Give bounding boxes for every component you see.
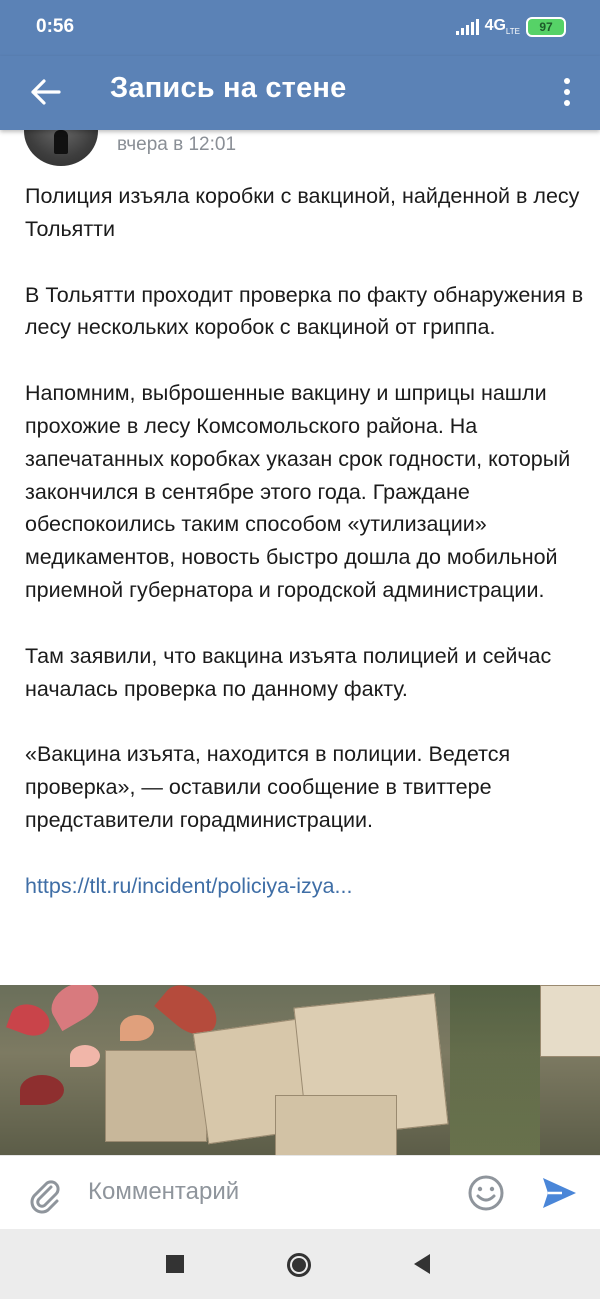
post-time: вчера в 12:01 (117, 134, 237, 155)
comment-input[interactable]: Комментарий (88, 1178, 240, 1205)
smiley-icon[interactable] (466, 1173, 506, 1213)
app-bar (0, 56, 600, 130)
post-paragraph: В Тольятти проходит проверка по факту обнаружения в лесу нескольких коробок с вакциной от гриппа. (25, 282, 584, 340)
recents-square-icon[interactable] (166, 1255, 184, 1273)
post-link[interactable]: https://tlt.ru/incident/policiya-izya... (25, 873, 353, 898)
post-paragraph: Напомним, выброшенные вакцину и шприцы нашли прохожие в лесу Комсомольского района. На запечатанных коробках указан срок годности, который закончился в сентябре этого года. Граждане обеспокоились таким способом «утилизации» медикаментов, новость быстро дошла до мобильной приемной губернатора и городской администрации. (25, 381, 571, 602)
battery-level: 97 (539, 20, 553, 34)
battery-icon (526, 17, 566, 37)
send-icon[interactable] (540, 1174, 578, 1212)
network-type: $4G_{LTE}$ (484, 17, 520, 37)
status-time: 0:56 (36, 16, 75, 37)
system-nav-bar (0, 1229, 600, 1299)
status-indicators (456, 16, 566, 38)
page-title: Запись на стене (110, 72, 347, 104)
arrow-left-icon[interactable] (26, 72, 66, 112)
back-triangle-icon[interactable] (414, 1254, 430, 1274)
status-bar (0, 0, 600, 56)
post-text (25, 180, 585, 903)
post-paragraph: «Вакцина изъята, находится в полиции. Ведется проверка», — оставили сообщение в твиттере представители горадминистрации. (25, 742, 511, 832)
more-vertical-icon[interactable] (552, 70, 582, 114)
post-paragraph: Там заявили, что вакцина изъята полицией и сейчас началась проверка по данному факту. (25, 643, 552, 701)
home-circle-icon[interactable] (287, 1253, 311, 1277)
paperclip-icon[interactable] (24, 1174, 64, 1214)
signal-icon (456, 19, 479, 35)
post-paragraph: Полиция изъяла коробки с вакциной, найденной в лесу Тольятти (25, 184, 580, 241)
post-photo[interactable] (0, 985, 600, 1155)
comment-bar (0, 1155, 600, 1230)
